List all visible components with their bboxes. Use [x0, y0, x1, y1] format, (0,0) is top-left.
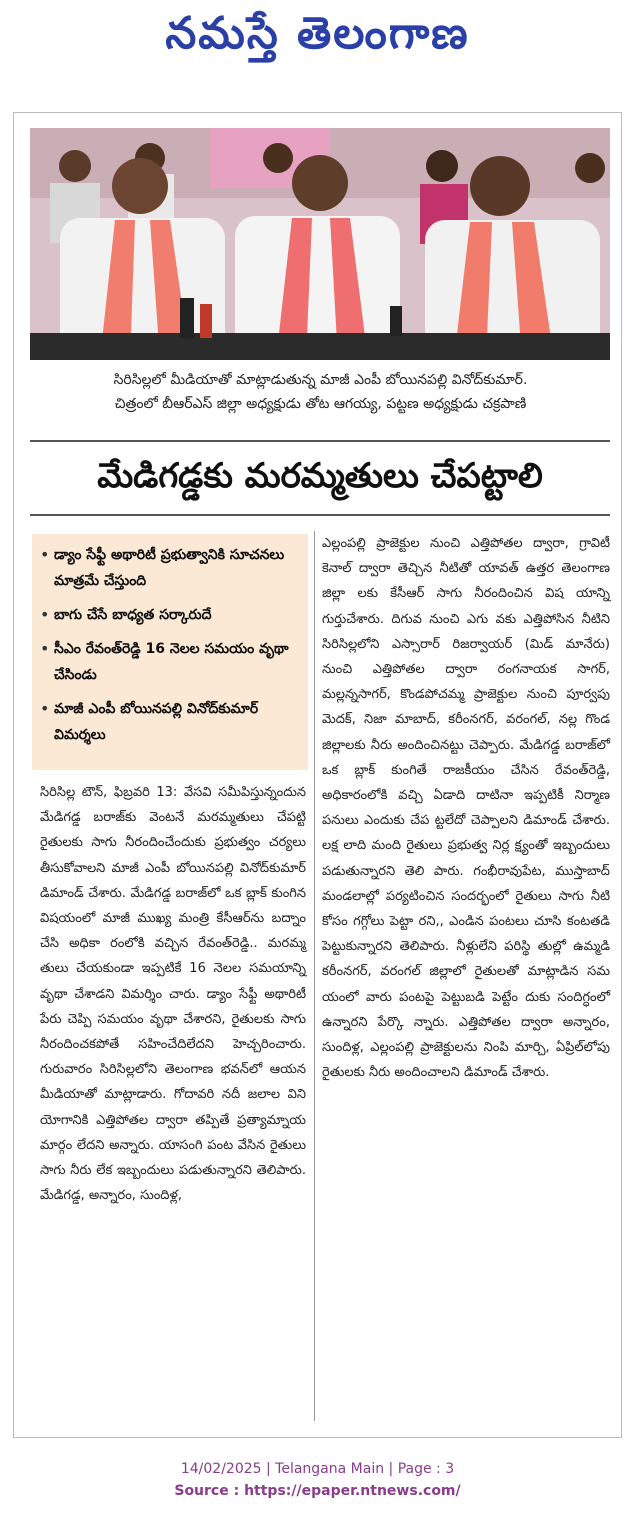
highlight-text: డ్యాం సేఫ్టీ అథారిటీ ప్రభుత్వానికి సూచనలు మాత్రమే చేస్తుంది	[54, 547, 285, 589]
article-column-right: ఎల్లంపల్లి ప్రాజెక్టుల నుంచి ఎత్తిపోతల ద్వారా, గ్రావిటీ కెనాల్ ద్వారా తెచ్చిన నీటితో యావత్ ఉత్తర తెలంగాణ జిల్లా లకు కేసీఆర్ సాగు నీరందించిన విష యాన్ని గుర్తుచేశారు. దిగువ నుంచి ఎగు వకు ఎత్తిపోసిన నీటిని సిరిసిల్లలోని ఎస్సారార్ రిజర్వాయర్ (మిడ్ మానేరు) నుంచి ఎత్తిపోతల ద్వారా రంగనాయక సాగర్, మల్లన్నసాగర్, కొండపోచమ్మ ప్రాజెక్టుల నుంచి పూర్వపు మెదక్, నిజా మాబాద్, కరీంనగర్, వరంగల్, నల్ల గొండ జిల్లాలకు నీరు అందించినట్టు చెప్పారు. మేడిగడ్డ బరాజ్‌లో ఒక బ్లాక్ కుంగితే రాజకీయం చేసిన రేవంత్‌రెడ్డి, అధికారంలోకి వచ్చి ఏడాది దాటినా ఇప్పటికీ నిర్మాణ పనులు ఎందుకు చేప ట్టలేదో చెప్పాలని డిమాండ్ చేశారు. లక్ష లాది మంది రైతులు ప్రభుత్వ నిర్ల క్ష్యంతో ఇబ్బందులు పడుతున్నారని తెలి పారు. గంభీరావుపేట, ముస్తాబాద్ మండలాల్లో పర్యటించిన సందర్భంలో రైతులు సాగు నీటి కోసం గగ్గోలు పెట్టా రని,, ఎండిన పంటలు చూసి కంటతడి పెట్టుకున్నారని తెలిపారు. నీళ్లులేని పరిస్థి తుల్లో ఉమ్మడి కరీంనగర్, వరంగల్ జిల్లాలో రైతులతో మాట్లాడిన సమ యంలో వారు పంటపై పెట్టుబడి పెట్టేం దుకు సందిగ్ధంలో ఉన్నారని పేర్కొ న్నారు. ఎత్తిపోతల ద్వారా అన్నారం, సుందిళ్ల, ఎల్లంపల్లి ప్రాజెక్టులను నింపి మార్చి, ఏప్రిల్‌లోపు రైతులకు నీరు అందించాలని డిమాండ్ చేశారు.	[322, 536, 610, 1081]
caption-line-1: సిరిసిల్లలో మీడియాతో మాట్లాడుతున్న మాజీ ఎంపీ బోయినపల్లి వినోద్‌కుమార్.	[113, 372, 528, 388]
headline-bottom-rule	[30, 514, 610, 516]
highlights-box	[32, 534, 308, 770]
page-footer	[0, 1458, 635, 1502]
article-column-left: సిరిసిల్ల టౌన్, ఫిబ్రవరి 13: వేసవి సమీపిస్తున్నందున మేడిగడ్డ బరాజ్‌కు వెంటనే మరమ్మతులు చేపట్టి రైతులకు సాగు నీరందించేందుకు ప్రభుత్వం చర్యలు తీసుకోవాలని మాజీ ఎంపీ బోయినపల్లి వినోద్‌కుమార్ డిమాండ్ చేశారు. మేడిగడ్డ బరాజ్‌లో ఒక బ్లాక్ కుంగిన విషయంలో మాజీ ముఖ్య మంత్రి కేసీఆర్‌ను బద్నాం చేసి అధికా రంలోకి వచ్చిన రేవంత్‌రెడ్డి.. మరమ్మ తులు చేయకుండా ఇప్పటికే 16 నెలల సమయాన్ని వృథా చేశాడని విమర్శిం చారు. డ్యాం సేఫ్టీ అథారిటీ పేరు చెప్పి సమయం వృథా చేశారని, రైతులకు సాగు నీరందించకపోతే సహించేదిలేదని హెచ్చరించారు. గురువారం సిరిసిల్లలోని తెలంగాణ భవన్‌లో ఆయన మీడియాతో మాట్లాడారు. గోదావరి నదీ జలాల విని యోగానికి ఎత్తిపోతల ద్వారా తప్పితే ప్రత్యామ్నాయ మార్గం లేదని అన్నారు. యాసంగి పంట వేసిన రైతులు సాగు నీరు లేక ఇబ్బందులు పడుతున్నారని తెలిపారు. మేడిగడ్డ, అన్నారం, సుందిళ్ల,	[40, 785, 306, 1204]
masthead	[0, 0, 635, 88]
highlight-text: మాజీ ఎంపీ బోయినపల్లి వినోద్‌కుమార్ విమర్శలు	[54, 701, 259, 743]
highlight-text: బాగు చేసే బాధ్యత సర్కారుదే	[54, 607, 212, 623]
bullet-icon: •	[40, 699, 50, 718]
caption-line-2: చిత్రంలో బీఆర్‌ఎస్ జిల్లా అధ్యక్షుడు తోట ఆగయ్య, పట్టణ అధ్యక్షుడు చక్రపాణి	[114, 396, 527, 412]
photo-illustration	[30, 128, 610, 360]
highlight-item	[40, 696, 298, 748]
bullet-icon: •	[40, 639, 50, 658]
press-meet-photo	[30, 128, 610, 360]
footer-source-link[interactable]: Source : https://epaper.ntnews.com/	[174, 1483, 461, 1499]
photo-caption	[28, 368, 613, 416]
bullet-icon: •	[40, 545, 50, 564]
bullet-icon: •	[40, 605, 50, 624]
footer-edition-info: 14/02/2025 | Telangana Main | Page : 3	[180, 1461, 455, 1477]
newspaper-logo: నమస్తే తెలంగాణ	[165, 8, 470, 59]
column-divider	[314, 531, 315, 1421]
highlight-item	[40, 542, 298, 594]
highlight-text: సీఎం రేవంత్‌రెడ్డి 16 నెలల సమయం వృథా చేసిండు	[54, 641, 289, 683]
headline: మేడిగడ్డకు మరమ్మతులు చేపట్టాలి	[97, 456, 543, 496]
highlight-item	[40, 602, 298, 628]
highlight-item	[40, 636, 298, 688]
